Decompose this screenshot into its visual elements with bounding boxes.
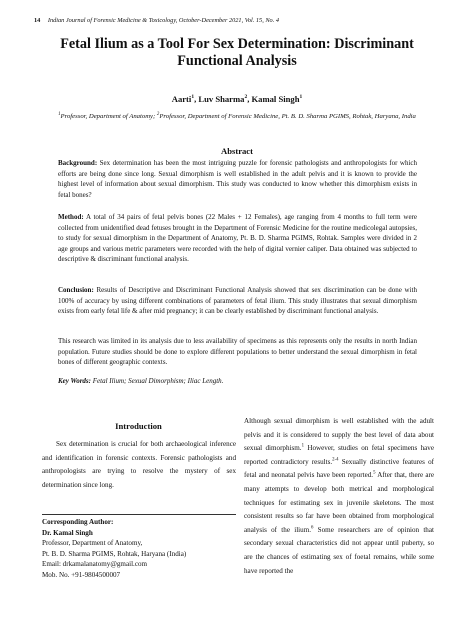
author-name: Luv Sharma — [198, 94, 245, 104]
citation-mark: 1 — [301, 443, 304, 449]
abstract-heading: Abstract — [221, 146, 253, 156]
author-name: Kamal Singh — [251, 94, 300, 104]
abstract-method — [58, 212, 417, 265]
running-head — [34, 17, 279, 24]
citation-mark: 6 — [311, 525, 314, 531]
keywords — [58, 376, 417, 387]
method-label: Method: — [58, 213, 84, 221]
correspondence-mobile: Mob. No. +91-9804500007 — [42, 570, 121, 579]
body-text: Sexually distinctive features of fetal and neonatal pelvis have been reported. — [244, 457, 434, 480]
affil-mark: 1 — [58, 112, 61, 117]
author-list — [40, 94, 434, 104]
method-text: A total of 34 pairs of fetal pelvis bones (22 Males + 12 Females), age ranging from 4 months to full term were collected from unidentified dead fetuses brought in the Department of Forensic Medicine for the routine medicolegal autopsies, to study for sexual dimorphism in the Department of Anatomy, Pt. B. D. Sharma PGIMS, Rohtak. Samples were divided in 2 age groups and various metric parameters were recorded with the help of digital vernier caliper. Data obtained was subjected to descriptive & discriminant functional analysis. — [58, 213, 417, 264]
body-text: After that, there are many attempts to develop both metrical and morphological techniques for estimating sex in juvenile skeletons. The most consistent results so far have been obtained from morphological analysis of the ilium. — [244, 471, 434, 534]
affil-text: Professor, Department of Anatomy; — [60, 113, 157, 121]
citation-mark: 5 — [373, 471, 376, 477]
right-column-text — [244, 415, 434, 578]
correspondence-block — [42, 517, 236, 581]
correspondence-name: Dr. Kamal Singh — [42, 528, 93, 537]
author-affiliations — [44, 110, 430, 123]
author-name: Aarti — [171, 94, 192, 104]
author-affil-mark: 1 — [191, 94, 195, 101]
body-text: Although sexual dimorphism is well established with the adult pelvis and it is considered to supply the best level of data about sexual dimorphism. — [244, 417, 434, 453]
abstract-conclusion — [58, 285, 417, 317]
introduction-text: Sex determination is crucial for both archaeological inference and identification in forensic contexts. Forensic pathologists and anthropologists are trying to resolve the mystery of sex determination since long. — [42, 440, 236, 489]
author-separator: , — [247, 94, 252, 104]
keywords-text: Fetal Ilium; Sexual Dimorphism; Iliac Length. — [91, 377, 224, 385]
conclusion-label: Conclusion: — [58, 286, 94, 294]
background-label: Background: — [58, 159, 98, 167]
correspondence-email: Email: drkamalanatomy@gmail.com — [42, 560, 148, 569]
body-text: However, studies on fetal specimens have reported contradictory results. — [244, 444, 434, 466]
affil-text: Professor, Department of Forensic Medicine, Pt. B. D. Sharma PGIMS, Rohtak, Haryana, India — [159, 113, 416, 121]
journal-citation: Indian Journal of Forensic Medicine & Toxicology, October-December 2021, Vol. 15, No. 4 — [47, 17, 280, 24]
affil-mark: 2 — [156, 112, 160, 117]
background-text: Sex determination has been the most intriguing puzzle for forensic pathologists and anthropologists for which efforts are being done since long. Sexual dimorphism is well established in the adult pelvis and it is known to provide the highest level of information about sexual dimorphism. This study was conducted to know whether this dimorphism exists in fetal bones? — [58, 159, 417, 199]
correspondence-position: Professor, Department of Anatomy, — [42, 539, 143, 548]
correspondence-divider — [42, 514, 236, 515]
abstract-background — [58, 158, 417, 200]
page-number: 14 — [34, 17, 41, 24]
citation-mark: 2-4 — [332, 457, 339, 463]
abstract-limitation: This research was limited in its analysis due to less availability of specimens as this represents only the results in north Indian population. Future studies should be done to explore different populations to better understand the sexual dimorphism in fetal bones of different geographic contexts. — [58, 337, 417, 367]
correspondence-heading: Corresponding Author: — [42, 518, 114, 526]
body-text: Some researchers are of opinion that secondary sexual characteristics did not appear until puberty, so are the chances of estimating sex of foetal remains, while some have reported the — [244, 525, 434, 575]
author-separator: , — [194, 94, 199, 104]
paper-title: Fetal Ilium as a Tool For Sex Determination: Discriminant Functional Analysis — [60, 36, 414, 69]
author-affil-mark: 2 — [244, 94, 248, 101]
introduction-heading: Introduction — [115, 421, 162, 431]
correspondence-institution: Pt. B. D. Sharma PGIMS, Rohtak, Haryana (India) — [42, 549, 187, 558]
author-affil-mark: 1 — [299, 94, 303, 101]
conclusion-text: Results of Descriptive and Discriminant Functional Analysis showed that sex discrimination can be done with 100% of accuracy by using different combinations of parameters of fetal ilium. This study illustrates that sexual dimorphism exists from early fetal life & after mid pregnancy; it can be clearly established by discriminant functional analysis. — [58, 286, 417, 316]
keywords-label: Key Words: — [58, 377, 91, 385]
